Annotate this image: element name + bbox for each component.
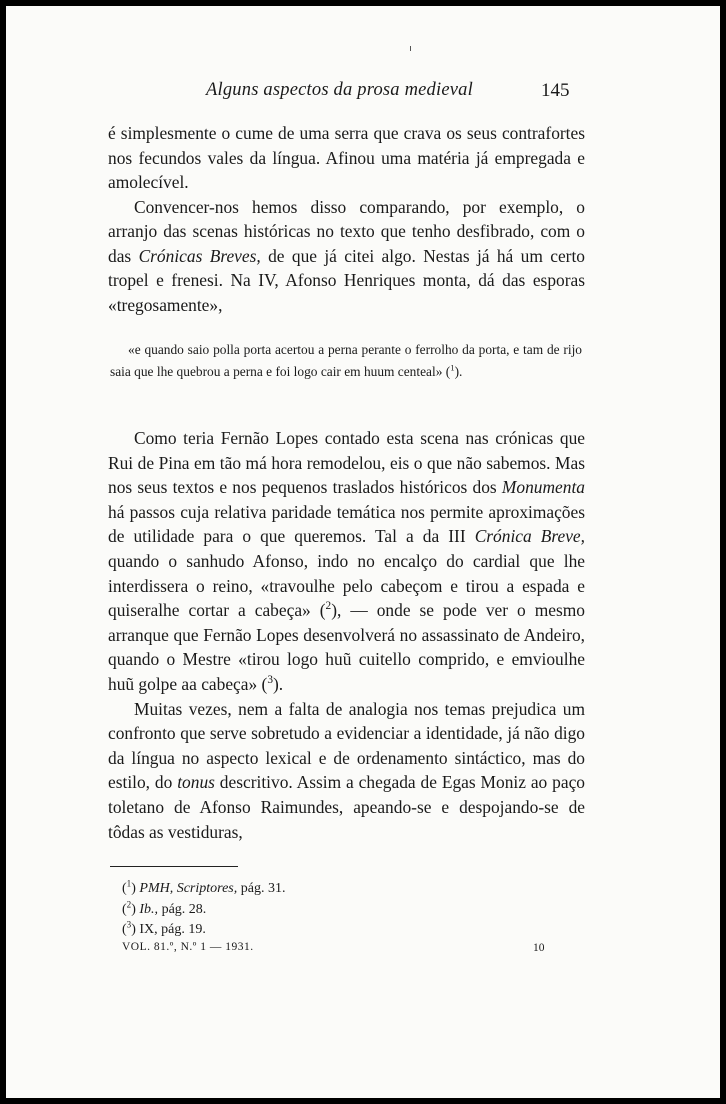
running-head: [6, 80, 720, 108]
italic-text: Crónica Breve,: [474, 526, 585, 547]
block-quote: [110, 339, 582, 382]
text-run: ).: [454, 363, 463, 379]
footnote-ref: 3: [126, 919, 132, 930]
printer-mark: [410, 46, 411, 51]
paragraph: [108, 195, 585, 318]
italic-text: tonus: [177, 772, 215, 793]
body-text-top: [108, 121, 585, 317]
text-run: (: [122, 922, 127, 937]
text-run: «e quando saio polla porta acertou a perna perante o ferrolho da porta, e tam de rijo saia que lhe quebrou a perna e foi logo cair em huum centeal» (: [110, 342, 582, 379]
italic-text: Crónicas Breves,: [138, 245, 261, 266]
footnote-ref: 2: [325, 600, 332, 613]
text-run: é simplesmente o cume de uma serra que crava os seus contrafortes nos fecundos vales da língua. Afinou uma matéria já empregada e amolecível.: [108, 123, 585, 192]
paragraph: [108, 121, 585, 195]
signature-line: VOL. 81.º, N.º 1 — 1931.: [122, 941, 254, 953]
text-run: ) IX, pág. 19.: [131, 922, 206, 937]
text-run: ): [131, 901, 140, 917]
text-run: há passos cuja relativa paridade temática nos permite aproximações de utilidade para o que queremos. Tal a da III: [108, 501, 585, 547]
text-run: (: [122, 901, 127, 917]
footnote: [122, 879, 285, 900]
footnote-ref: 2: [126, 898, 132, 909]
italic-text: Monumenta: [501, 477, 585, 498]
paragraph: [108, 426, 585, 697]
book-page: [6, 6, 720, 1098]
footnote: [122, 900, 285, 921]
text-run: (: [122, 881, 127, 896]
page-number: 145: [541, 80, 570, 101]
text-run: pág. 28.: [158, 901, 207, 917]
text-run: Como teria Fernão Lopes contado esta scena nas crónicas que Rui de Pina em tão má hora remodelou, eis o que não sabemos. Mas nos seus textos e nos pequenos traslados históricos dos: [108, 428, 585, 498]
body-text-main: [108, 426, 585, 844]
footnote-ref: 1: [126, 878, 132, 889]
paragraph: [108, 697, 585, 845]
text-run: ), — onde se pode ver o mesmo arranque que Fernão Lopes desenvolverá no assassinato de Andeiro, quando o Mestre «tirou logo huũ cuitello comprido, e emvioulhe huũ golpe aa cabeça» (: [108, 600, 585, 694]
text-run: de que já citei algo. Nestas já há um certo tropel e frenesi. Na IV, Afonso Henriques monta, dá das esporas «tregosamente»,: [108, 245, 585, 315]
footnote-ref: 1: [450, 362, 455, 373]
text-run: quando o sanhudo Afonso, indo no encalço do cardial que lhe interdissera o reino, «travoulhe pelo cabeçom e tirou a espada e quiseralhe cortar a cabeça» (: [108, 550, 585, 621]
text-run: Convencer-nos hemos disso comparando, por exemplo, o arranjo das scenas históricas no texto que tenho desfibrado, com o das: [108, 196, 585, 266]
signature-mark: 10: [533, 942, 545, 954]
footnote-rule: [110, 866, 238, 867]
quote-paragraph: [110, 339, 582, 382]
text-run: pág. 31.: [237, 881, 286, 896]
text-run: Muitas vezes, nem a falta de analogia nos temas prejudica um confronto que serve sobretudo a evidenciar a identidade, já não digo da língua no aspecto lexical e de ordenamento sintáctico, mas do estilo, do: [108, 698, 585, 793]
running-title: Alguns aspectos da prosa medieval: [206, 80, 473, 100]
italic-text: Ib.,: [139, 901, 159, 917]
text-run: descritivo. Assim a chegada de Egas Moniz ao paço toletano de Afonso Raimundes, apeando-se e despojando-se de tôdas as vestiduras,: [108, 772, 585, 842]
footnote: [122, 920, 285, 941]
italic-text: PMH, Scriptores,: [139, 881, 238, 896]
text-run: ): [131, 881, 140, 896]
text-run: ).: [272, 673, 284, 694]
footnotes: [122, 879, 285, 941]
footnote-ref: 3: [267, 674, 273, 687]
